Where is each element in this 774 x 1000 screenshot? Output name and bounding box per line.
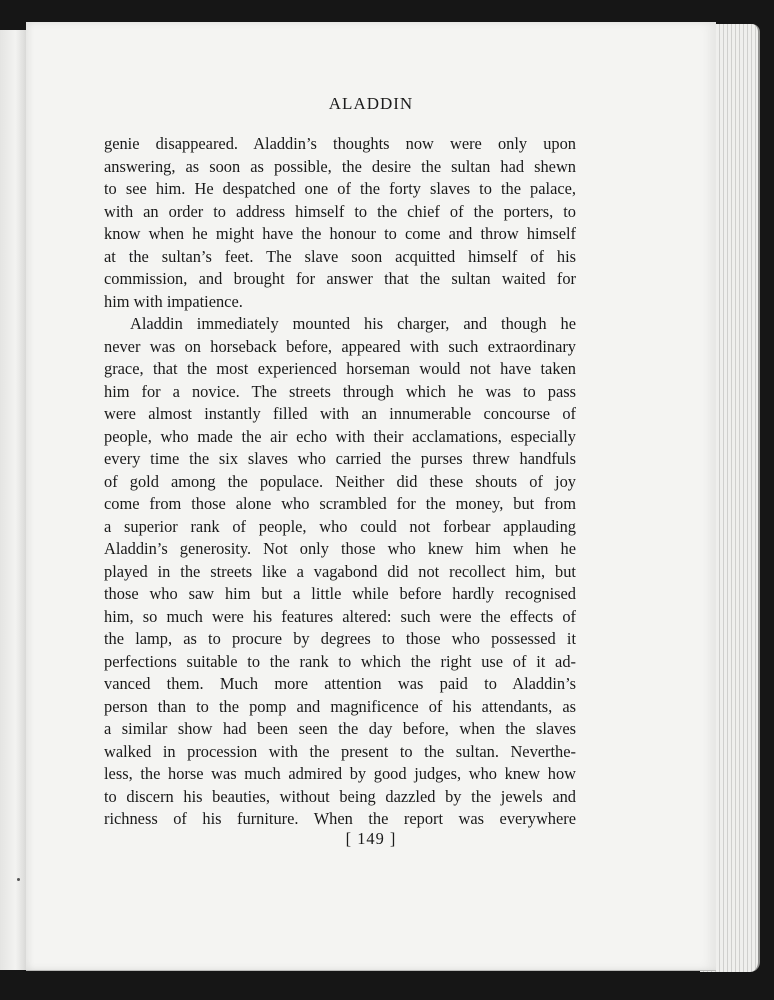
text-line: to discern his beauties, without being dazzled by the jewels and xyxy=(104,786,576,806)
text-line: the lamp, as to procure by degrees to those who possessed it xyxy=(104,629,576,648)
text-line: answering, as soon as possible, the desire the sultan had shewn xyxy=(104,156,576,176)
facing-page-edge xyxy=(0,30,27,970)
text-line: genie disappeared. Aladdin’s thoughts now were only upon xyxy=(104,134,576,153)
text-line: him for a novice. The streets through which he was to pass xyxy=(104,381,576,401)
body-text xyxy=(104,133,576,831)
text-line: were almost instantly filled with an innumerable concourse of xyxy=(104,404,576,423)
text-line: richness of his furniture. When the report was everywhere xyxy=(104,809,576,828)
text-line: at the sultan’s feet. The slave soon acquitted himself of his xyxy=(104,246,576,266)
text-line: to see him. He despatched one of the forty slaves to the palace, xyxy=(104,179,576,198)
text-line: commission, and brought for answer that the sultan waited for xyxy=(104,269,576,288)
text-line: people, who made the air echo with their acclamations, especially xyxy=(104,426,576,446)
text-line: played in the streets like a vagabond did not recollect him, but xyxy=(104,561,576,581)
text-line: Aladdin’s generosity. Not only those who knew him when he xyxy=(104,539,576,558)
text-line: him, so much were his features altered: such were the effects of xyxy=(104,606,576,626)
text-line: those who saw him but a little while before hardly recognised xyxy=(104,584,576,603)
text-line: know when he might have the honour to come and throw himself xyxy=(104,224,576,243)
text-line: a superior rank of people, who could not forbear applauding xyxy=(104,516,576,536)
text-line: less, the horse was much admired by good judges, who knew how xyxy=(104,764,576,783)
text-line: Aladdin immediately mounted his charger, and though he xyxy=(130,314,576,333)
text-line: every time the six slaves who carried the purses threw handfuls xyxy=(104,449,576,468)
text-line: vanced them. Much more attention was paid to Aladdin’s xyxy=(104,674,576,693)
running-head: ALADDIN xyxy=(328,94,414,113)
text-line: perfections suitable to the rank to which the right use of it ad- xyxy=(104,651,576,671)
text-line: person than to the pomp and magnificence of his attendants, as xyxy=(104,696,576,716)
text-line: never was on horseback before, appeared with such extraordinary xyxy=(104,336,576,356)
text-line: him with impatience. xyxy=(104,291,243,311)
text-line: a similar show had been seen the day before, when the slaves xyxy=(104,719,576,738)
text-line: with an order to address himself to the chief of the porters, to xyxy=(104,201,576,221)
book-page xyxy=(26,22,716,971)
text-line: grace, that the most experienced horseman would not have taken xyxy=(104,359,576,378)
text-line: walked in procession with the present to the sultan. Neverthe- xyxy=(104,741,576,761)
page-number: [ 149 ] xyxy=(345,829,397,848)
scan-speck xyxy=(17,878,20,881)
text-line: come from those alone who scrambled for the money, but from xyxy=(104,494,576,513)
text-line: of gold among the populace. Neither did these shouts of joy xyxy=(104,471,576,491)
